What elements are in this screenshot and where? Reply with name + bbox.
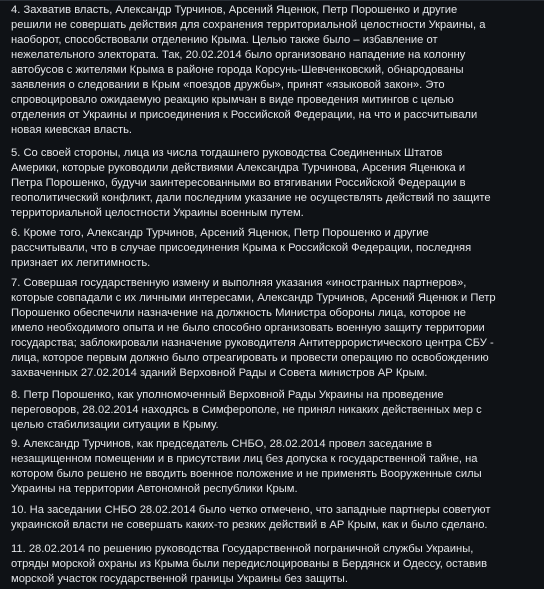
text-line: 5. Со своей стороны, лица из числа тогдашнего руководства Соединенных Штатов [11, 147, 443, 159]
text-line: отделения от Украины и присоединения к Российской Федерации, на что и рассчитывали [11, 109, 478, 121]
text-line: рассчитывали, что в случае присоединения Крыма к Российской Федерации, последняя [11, 242, 472, 254]
text-line: решили не совершать действия для сохранения территориальной целостности Украины, а [11, 19, 486, 31]
text-line: 11. 28.02.2014 по решению руководства Государственной пограничной службы Украины, [11, 543, 474, 555]
text-line: отряды морской охраны из Крыма были передислоцированы в Бердянск и Одессу, оставив [11, 558, 488, 570]
text-line: нежелательного электората. Так, 20.02.2014 было организовано нападение на колонну [11, 49, 466, 61]
paragraph-7 [11, 276, 537, 381]
text-line: 7. Совершая государственную измену и выполняя указания «иностранных партнеров», [11, 277, 467, 289]
text-line: автобусов с жителями Крыма в районе города Корсунь-Шевченковский, обнародованы [11, 64, 464, 76]
text-line: переговоров, 28.02.2014 находясь в Симферополе, не принял никаких действенных мер с [11, 404, 482, 416]
text-line: имело необходимого опыта и не было способно организовать военную защиту территории [11, 322, 485, 334]
paragraph-5 [11, 146, 537, 221]
paragraph-9 [11, 437, 537, 497]
text-line: Порошенко обеспечили назначение на должность Министра обороны лица, которое не [11, 307, 466, 319]
text-line: 4. Захватив власть, Александр Турчинов, Арсений Яценюк, Петр Порошенко и другие [11, 4, 458, 16]
text-line: морской участок государственной границы Украины без защиты. [11, 573, 348, 585]
text-line: котором было решено не вводить военное положение и не применять Вооруженные силы [11, 468, 482, 480]
text-line: Петра Порошенко, будучи заинтересованными во втягивании Российской Федерации в [11, 177, 466, 189]
text-line: которые совпадали с их личными интересами, Александр Турчинов, Арсений Яценюк и Петр [11, 292, 496, 304]
text-line: новая киевская власть. [11, 124, 133, 136]
paragraph-11 [11, 542, 537, 587]
text-line: 8. Петр Порошенко, как уполномоченный Верховной Рады Украины на проведение [11, 389, 444, 401]
text-line: геополитический конфликт, дали последним указание не осуществлять действий по защите [11, 192, 491, 204]
text-line: заявления о следовании в Крым «поездов дружбы», принят «языковой закон». Это [11, 79, 445, 91]
text-line: наоборот, способствовали отделению Крыма. Целью также было – избавление от [11, 34, 438, 46]
text-line: 9. Александр Турчинов, как председатель СНБО, 28.02.2014 провел заседание в [11, 438, 432, 450]
text-line: Украины на территории Автономной республики Крым. [11, 483, 298, 495]
text-line: Америки, которые руководили действиями Александра Турчинова, Арсения Яценюка и [11, 162, 466, 174]
text-line: украинской власти не совершать каких-то резких действий в АР Крым, как и было сделано. [11, 519, 488, 531]
text-line: спровоцировало ожидаемую реакцию крымчан в виде проведения митингов с целью [11, 94, 454, 106]
text-line: 6. Кроме того, Александр Турчинов, Арсений Яценюк, Петр Порошенко и другие [11, 227, 429, 239]
text-line: незащищенном помещении и в присутствии лиц без допуска к государственной тайне, на [11, 453, 478, 465]
top-divider [0, 0, 544, 2]
text-line: территориальной целостности Украины военным путем. [11, 207, 304, 219]
text-line: захваченных 27.02.2014 зданий Верховной Рады и Совета министров АР Крым. [11, 367, 428, 379]
text-line: признает их легитимность. [11, 257, 151, 269]
paragraph-6 [11, 226, 537, 271]
paragraph-8 [11, 388, 537, 433]
paragraph-4 [11, 3, 537, 138]
text-line: 10. На заседании СНБО 28.02.2014 было четко отмечено, что западные партнеры советуют [11, 504, 491, 516]
paragraph-10 [11, 503, 537, 533]
text-line: лица, которое первым должно было отреагировать и провести операцию по освобождению [11, 352, 489, 364]
text-line: государства; заблокировали назначение руководителя Антитеррористического центра СБУ - [11, 337, 494, 349]
text-line: целью стабилизации ситуации в Крыму. [11, 419, 219, 431]
